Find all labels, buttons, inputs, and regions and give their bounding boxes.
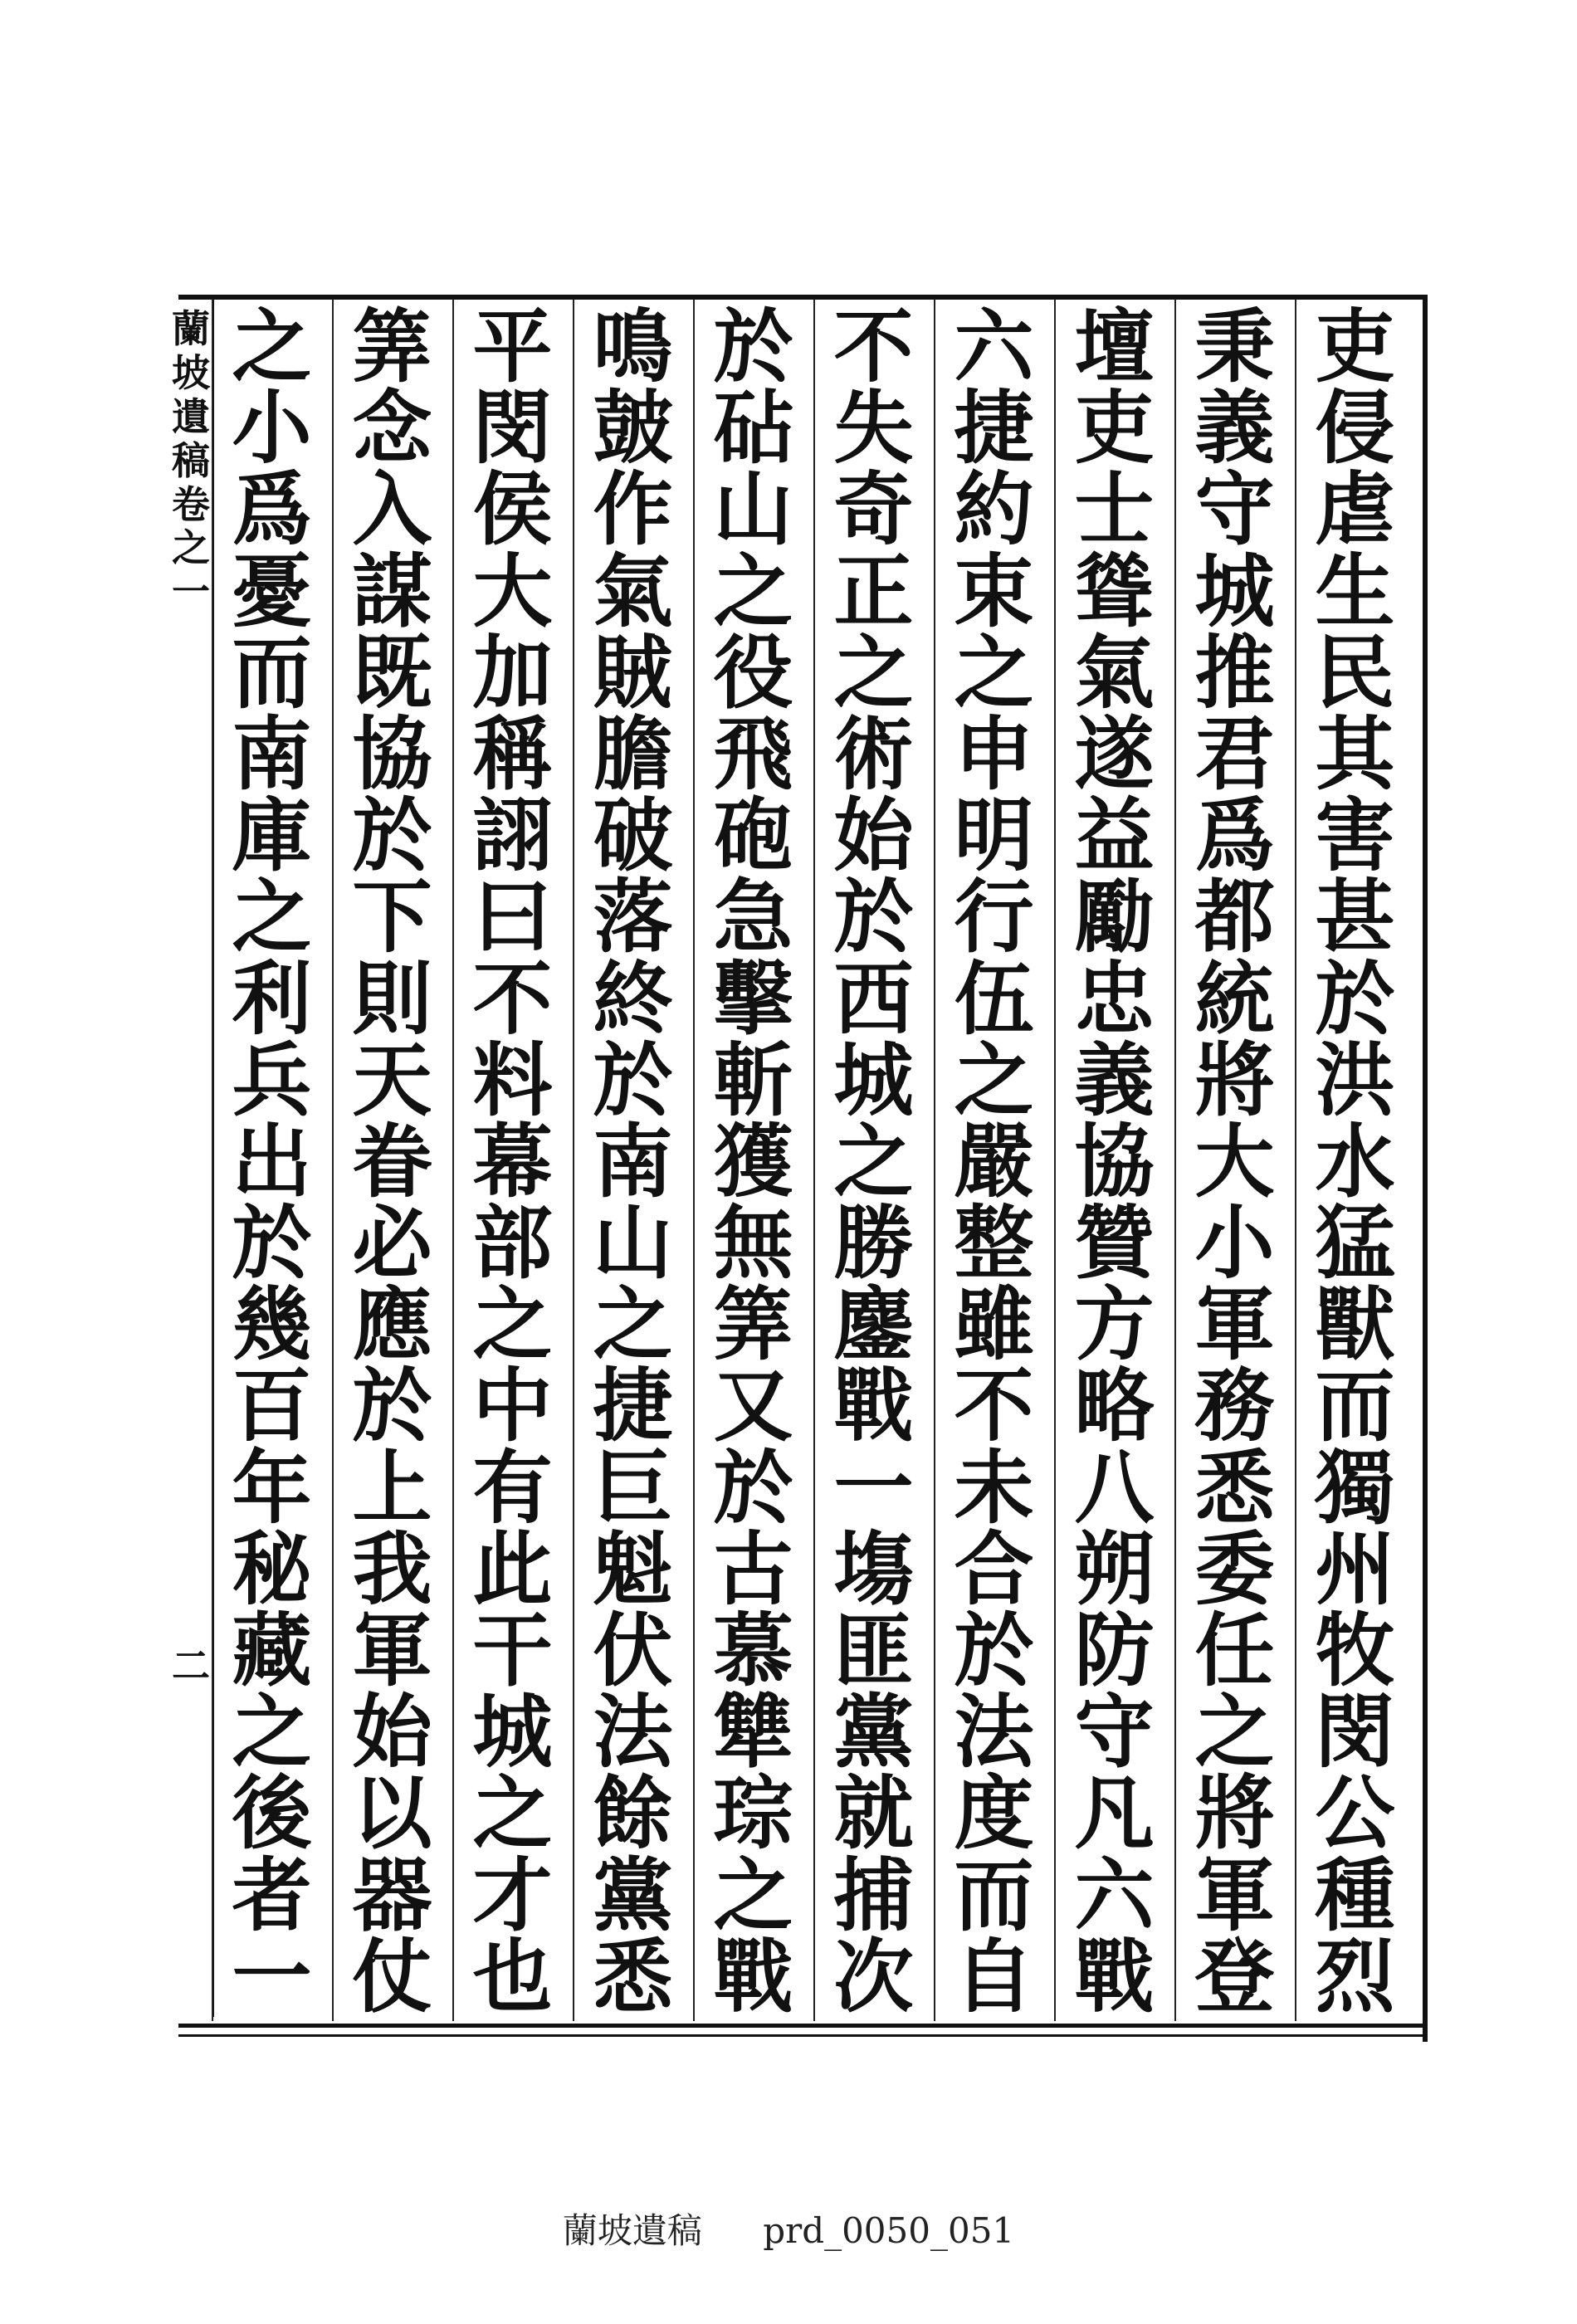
glyph: 之 xyxy=(232,300,312,393)
glyph: 天 xyxy=(352,1033,432,1127)
glyph: 伏 xyxy=(593,1604,673,1697)
glyph: 未 xyxy=(954,1440,1034,1535)
glyph: 侵 xyxy=(1315,381,1395,476)
glyph: 藏 xyxy=(232,1604,312,1697)
glyph: 破 xyxy=(593,788,673,883)
glyph: 憂 xyxy=(232,544,312,638)
glyph: 巨 xyxy=(593,1440,673,1535)
glyph: 塲 xyxy=(833,1521,914,1616)
glyph: 山 xyxy=(713,462,793,557)
glyph: 於 xyxy=(352,1359,432,1453)
column-rule xyxy=(212,299,213,2021)
glyph: 士 xyxy=(1074,462,1155,557)
text-column xyxy=(1066,300,1164,2024)
glyph: 大 xyxy=(472,544,553,638)
glyph: 於 xyxy=(1315,951,1395,1046)
glyph: 務 xyxy=(1194,1359,1275,1453)
glyph: 南 xyxy=(232,706,312,801)
glyph: 砲 xyxy=(713,788,793,883)
glyph: 利 xyxy=(232,951,312,1046)
glyph: 才 xyxy=(472,1848,553,1942)
glyph: 之 xyxy=(593,1277,673,1372)
glyph: 次 xyxy=(833,1929,914,2024)
glyph: 悉 xyxy=(1194,1440,1275,1535)
glyph: 獨 xyxy=(1315,1440,1395,1535)
glyph: 氣 xyxy=(593,544,673,638)
glyph: 約 xyxy=(954,462,1034,557)
glyph: 後 xyxy=(232,1766,312,1861)
glyph: 無 xyxy=(713,1196,793,1291)
glyph: 義 xyxy=(1194,381,1275,476)
glyph: 干 xyxy=(472,1604,553,1697)
glyph: 軍 xyxy=(1194,1277,1275,1372)
glyph: 聳 xyxy=(1074,544,1155,638)
glyph: 洪 xyxy=(1315,1033,1395,1127)
glyph: 勝 xyxy=(833,1196,914,1291)
glyph: 甚 xyxy=(1315,870,1395,964)
glyph: 爲 xyxy=(1194,788,1275,883)
margin-glyph: 卷 xyxy=(172,481,210,527)
glyph: 就 xyxy=(833,1766,914,1861)
glyph: 加 xyxy=(472,625,553,720)
glyph: 不 xyxy=(954,1359,1034,1453)
glyph: 不 xyxy=(833,300,914,393)
margin-glyph: 坡 xyxy=(172,349,210,395)
glyph: 一 xyxy=(232,1929,312,2024)
glyph: 吏 xyxy=(1315,300,1395,393)
glyph: 方 xyxy=(1074,1277,1155,1372)
glyph: 八 xyxy=(1074,1440,1155,1535)
glyph: 筭 xyxy=(352,300,432,393)
glyph: 入 xyxy=(352,462,432,557)
glyph: 勵 xyxy=(1074,870,1155,964)
glyph: 急 xyxy=(713,870,793,964)
footer-title: 蘭坡遺稿 xyxy=(562,2210,702,2251)
glyph: 黨 xyxy=(833,1685,914,1780)
glyph: 獸 xyxy=(1315,1277,1395,1372)
glyph: 者 xyxy=(232,1848,312,1942)
glyph: 閔 xyxy=(472,381,553,476)
glyph: 都 xyxy=(1194,870,1275,964)
glyph: 束 xyxy=(954,544,1034,638)
glyph: 將 xyxy=(1194,1766,1275,1861)
glyph: 砧 xyxy=(713,381,793,476)
glyph: 而 xyxy=(954,1848,1034,1942)
glyph: 侯 xyxy=(472,462,553,557)
glyph: 兵 xyxy=(232,1033,312,1127)
glyph: 部 xyxy=(472,1196,553,1291)
glyph: 終 xyxy=(593,951,673,1046)
glyph: 年 xyxy=(232,1440,312,1535)
glyph: 有 xyxy=(472,1440,553,1535)
glyph: 生 xyxy=(1315,544,1395,638)
glyph: 作 xyxy=(593,462,673,557)
glyph: 匪 xyxy=(833,1604,914,1697)
glyph: 不 xyxy=(472,951,553,1046)
column-rule xyxy=(573,299,574,2021)
glyph: 任 xyxy=(1194,1604,1275,1697)
glyph: 於 xyxy=(232,1196,312,1291)
glyph: 之 xyxy=(1194,1685,1275,1780)
glyph: 我 xyxy=(352,1521,432,1616)
glyph: 筭 xyxy=(713,1277,793,1372)
glyph: 戰 xyxy=(1074,1929,1155,2024)
glyph: 仗 xyxy=(352,1929,432,2024)
glyph: 魁 xyxy=(593,1521,673,1616)
glyph: 之 xyxy=(232,1685,312,1780)
glyph: 秘 xyxy=(232,1521,312,1616)
glyph: 役 xyxy=(713,625,793,720)
glyph: 於 xyxy=(352,788,432,883)
glyph: 琮 xyxy=(713,1766,793,1861)
bottom-rule xyxy=(178,2024,1428,2037)
glyph: 義 xyxy=(1074,1033,1155,1127)
glyph: 朔 xyxy=(1074,1521,1155,1616)
glyph: 則 xyxy=(352,951,432,1046)
glyph: 城 xyxy=(833,1033,914,1127)
glyph: 飛 xyxy=(713,706,793,801)
text-column xyxy=(464,300,562,2024)
glyph: 吏 xyxy=(1074,381,1155,476)
glyph: 於 xyxy=(713,1440,793,1535)
glyph: 害 xyxy=(1315,788,1395,883)
glyph: 捷 xyxy=(954,381,1034,476)
glyph: 小 xyxy=(232,381,312,476)
glyph: 忠 xyxy=(1074,951,1155,1046)
glyph: 曰 xyxy=(472,870,553,964)
glyph: 法 xyxy=(954,1685,1034,1780)
glyph: 又 xyxy=(713,1359,793,1453)
glyph: 庫 xyxy=(232,788,312,883)
glyph: 正 xyxy=(833,544,914,638)
margin-glyph: 之 xyxy=(172,525,210,571)
glyph: 協 xyxy=(1074,1114,1155,1208)
margin-glyph: 遺 xyxy=(172,393,210,439)
glyph: 捕 xyxy=(833,1848,914,1942)
column-rule xyxy=(332,299,334,2021)
glyph: 氣 xyxy=(1074,625,1155,720)
glyph: 此 xyxy=(472,1521,553,1616)
glyph: 烈 xyxy=(1315,1929,1395,2024)
glyph: 之 xyxy=(713,544,793,638)
glyph: 於 xyxy=(954,1604,1034,1697)
glyph: 種 xyxy=(1315,1848,1395,1942)
glyph: 防 xyxy=(1074,1604,1155,1697)
glyph: 捷 xyxy=(593,1359,673,1453)
margin-glyph: 一 xyxy=(172,569,210,615)
glyph: 於 xyxy=(713,300,793,393)
glyph: 爲 xyxy=(232,462,312,557)
glyph: 之 xyxy=(713,1848,793,1942)
glyph: 度 xyxy=(954,1766,1034,1861)
glyph: 悉 xyxy=(593,1929,673,2024)
glyph: 膽 xyxy=(593,706,673,801)
glyph: 行 xyxy=(954,870,1034,964)
column-rule xyxy=(1174,299,1176,2021)
glyph: 餘 xyxy=(593,1766,673,1861)
glyph: 眷 xyxy=(352,1114,432,1208)
glyph: 而 xyxy=(1315,1359,1395,1453)
glyph: 黨 xyxy=(593,1848,673,1942)
text-column xyxy=(945,300,1043,2024)
glyph: 鳴 xyxy=(593,300,673,393)
glyph: 念 xyxy=(352,381,432,476)
margin-folio xyxy=(170,1643,212,1689)
glyph: 自 xyxy=(954,1929,1034,2024)
glyph: 獲 xyxy=(713,1114,793,1208)
glyph: 應 xyxy=(352,1277,432,1372)
glyph: 既 xyxy=(352,625,432,720)
glyph: 遂 xyxy=(1074,706,1155,801)
glyph: 虐 xyxy=(1315,462,1395,557)
footer-caption xyxy=(0,2204,1577,2253)
glyph: 擊 xyxy=(713,951,793,1046)
glyph: 戰 xyxy=(713,1929,793,2024)
glyph: 上 xyxy=(352,1440,432,1535)
glyph: 出 xyxy=(232,1114,312,1208)
glyph: 奇 xyxy=(833,462,914,557)
glyph: 城 xyxy=(472,1685,553,1780)
glyph: 也 xyxy=(472,1929,553,2024)
glyph: 城 xyxy=(1194,544,1275,638)
glyph: 鏖 xyxy=(833,1277,914,1372)
glyph: 必 xyxy=(352,1196,432,1291)
text-column xyxy=(584,300,682,2024)
glyph: 申 xyxy=(954,706,1034,801)
glyph: 州 xyxy=(1315,1521,1395,1616)
footer-code: prd_0050_051 xyxy=(763,2210,1015,2251)
glyph: 合 xyxy=(954,1521,1034,1616)
glyph: 平 xyxy=(472,300,553,393)
glyph: 料 xyxy=(472,1033,553,1127)
glyph: 委 xyxy=(1194,1521,1275,1616)
glyph: 古 xyxy=(713,1521,793,1616)
margin-title xyxy=(170,307,212,614)
column-rule xyxy=(693,299,695,2021)
glyph: 君 xyxy=(1194,706,1275,801)
glyph: 水 xyxy=(1315,1114,1395,1208)
margin-glyph: 稿 xyxy=(172,437,210,483)
column-rule xyxy=(1295,299,1296,2021)
glyph: 皷 xyxy=(593,381,673,476)
glyph: 以 xyxy=(352,1766,432,1861)
glyph: 軍 xyxy=(352,1604,432,1697)
glyph: 其 xyxy=(1315,706,1395,801)
glyph: 六 xyxy=(954,300,1034,393)
text-column xyxy=(344,300,442,2024)
glyph: 統 xyxy=(1194,951,1275,1046)
glyph: 秉 xyxy=(1194,300,1275,393)
glyph: 謀 xyxy=(352,544,432,638)
glyph: 嚴 xyxy=(954,1114,1034,1208)
glyph: 公 xyxy=(1315,1766,1395,1861)
glyph: 犨 xyxy=(713,1685,793,1780)
glyph: 於 xyxy=(833,870,914,964)
glyph: 之 xyxy=(472,1277,553,1372)
column-rule xyxy=(813,299,815,2021)
glyph: 整 xyxy=(954,1196,1034,1291)
glyph: 牧 xyxy=(1315,1604,1395,1697)
glyph: 明 xyxy=(954,788,1034,883)
glyph: 於 xyxy=(593,1033,673,1127)
glyph: 幾 xyxy=(232,1277,312,1372)
margin-glyph: 蘭 xyxy=(172,306,210,351)
glyph: 術 xyxy=(833,706,914,801)
glyph: 斬 xyxy=(713,1033,793,1127)
text-column xyxy=(825,300,923,2024)
glyph: 詡 xyxy=(472,788,553,883)
glyph: 下 xyxy=(352,870,432,964)
glyph: 南 xyxy=(593,1114,673,1208)
glyph: 西 xyxy=(833,951,914,1046)
glyph: 閔 xyxy=(1315,1685,1395,1780)
glyph: 之 xyxy=(954,1033,1034,1127)
text-column xyxy=(1186,300,1284,2024)
glyph: 協 xyxy=(352,706,432,801)
glyph: 始 xyxy=(352,1685,432,1780)
glyph: 稱 xyxy=(472,706,553,801)
glyph: 賊 xyxy=(593,625,673,720)
glyph: 而 xyxy=(232,625,312,720)
glyph: 贊 xyxy=(1074,1196,1155,1291)
glyph: 六 xyxy=(1074,1848,1155,1942)
glyph: 略 xyxy=(1074,1359,1155,1453)
glyph: 中 xyxy=(472,1359,553,1453)
glyph: 之 xyxy=(232,870,312,964)
glyph: 落 xyxy=(593,870,673,964)
column-rule xyxy=(1054,299,1056,2021)
glyph: 雖 xyxy=(954,1277,1034,1372)
glyph: 法 xyxy=(593,1685,673,1780)
glyph: 伍 xyxy=(954,951,1034,1046)
glyph: 登 xyxy=(1194,1929,1275,2024)
glyph: 器 xyxy=(352,1848,432,1942)
glyph: 小 xyxy=(1194,1196,1275,1291)
glyph: 慕 xyxy=(713,1604,793,1697)
folio-glyph: 二 xyxy=(172,1643,210,1688)
glyph: 之 xyxy=(954,625,1034,720)
glyph: 壇 xyxy=(1074,300,1155,393)
glyph: 之 xyxy=(472,1766,553,1861)
glyph: 軍 xyxy=(1194,1848,1275,1942)
glyph: 幕 xyxy=(472,1114,553,1208)
column-rule xyxy=(452,299,454,2021)
glyph: 大 xyxy=(1194,1114,1275,1208)
glyph: 失 xyxy=(833,381,914,476)
glyph: 守 xyxy=(1194,462,1275,557)
glyph: 凡 xyxy=(1074,1766,1155,1861)
glyph: 守 xyxy=(1074,1685,1155,1780)
glyph: 百 xyxy=(232,1359,312,1453)
glyph: 民 xyxy=(1315,625,1395,720)
column-rule xyxy=(934,299,935,2021)
glyph: 之 xyxy=(833,1114,914,1208)
glyph: 益 xyxy=(1074,788,1155,883)
glyph: 猛 xyxy=(1315,1196,1395,1291)
text-column xyxy=(705,300,803,2024)
text-column xyxy=(223,300,321,2024)
glyph: 之 xyxy=(833,625,914,720)
glyph: 將 xyxy=(1194,1033,1275,1127)
glyph: 山 xyxy=(593,1196,673,1291)
glyph: 始 xyxy=(833,788,914,883)
glyph: 戰 xyxy=(833,1359,914,1453)
text-column xyxy=(1306,300,1404,2024)
glyph: 一 xyxy=(833,1440,914,1535)
glyph: 推 xyxy=(1194,625,1275,720)
